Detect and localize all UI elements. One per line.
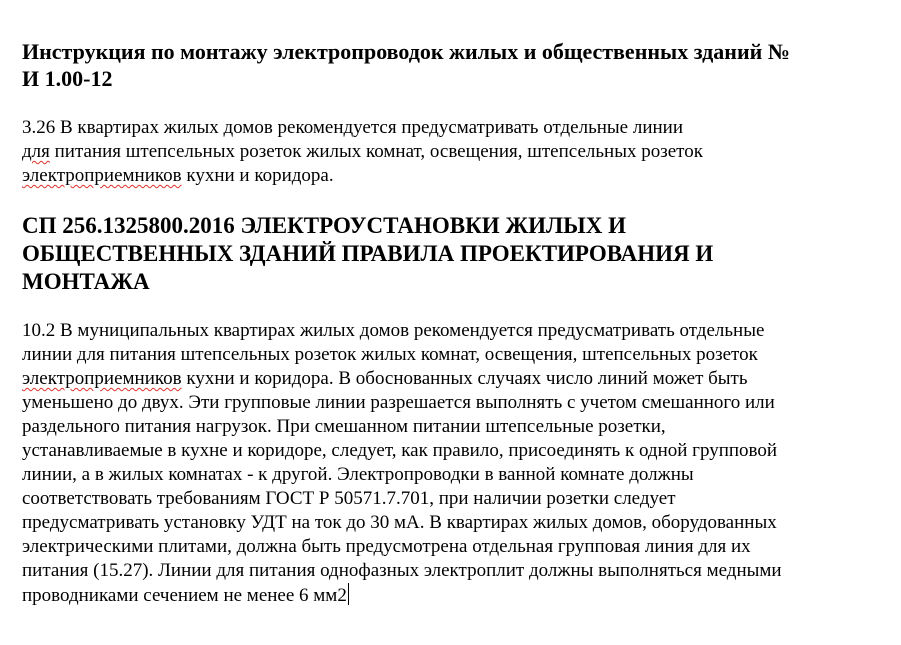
doc1-para-line-2: [22, 140, 892, 164]
doc2-para-line-9: предусматривать установку УДТ на ток до 30 мА. В квартирах жилых домов, оборудованных: [22, 512, 777, 533]
doc1-para-line-1: 3.26 В квартирах жилых домов рекомендуется предусматривать отдельные линии: [22, 117, 684, 138]
doc2-para-line-12: [22, 583, 892, 608]
doc1-title-line-2: И 1.00-12: [22, 66, 113, 91]
doc2-para-line-1: 10.2 В муниципальных квартирах жилых домов рекомендуется предусматривать отдельные: [22, 320, 765, 341]
doc2-para-line-4: уменьшено до двух. Эти групповые линии разрешается выполнять с учетом смешанного или: [22, 392, 775, 413]
doc2-para-line-8: соответствовать требованиям ГОСТ Р 50571.7.701, при наличии розетки следует: [22, 488, 676, 509]
spelling-flag-word[interactable]: электроприемников: [22, 165, 182, 186]
doc2-title-line-1: СП 256.1325800.2016 ЭЛЕКТРОУСТАНОВКИ ЖИЛЫХ И: [22, 213, 626, 238]
doc2-para-line-10: электрическими плитами, должна быть предусмотрена отдельная групповая линия для их: [22, 536, 751, 557]
doc1-title-line-1: Инструкция по монтажу электропроводок жилых и общественных зданий №: [22, 39, 790, 64]
doc2-para-line-7: линии, а в жилых комнатах - к другой. Электропроводки в ванной комнате должны: [22, 464, 694, 485]
doc1-paragraph[interactable]: [22, 116, 892, 188]
spelling-flag-word[interactable]: электроприемников: [22, 368, 182, 389]
doc2-para-line-3: [22, 367, 892, 391]
doc2-paragraph[interactable]: [22, 319, 892, 608]
doc1-para-line-3: [22, 164, 892, 188]
doc2-title: [22, 212, 892, 296]
spelling-flag-word[interactable]: для: [22, 141, 50, 162]
doc1-para-line-2-rest: питания штепсельных розеток жилых комнат, освещения, штепсельных розеток: [49, 141, 703, 162]
doc2-para-line-11: питания (15.27). Линии для питания однофазных электроплит должны выполняться медными: [22, 560, 782, 581]
text-cursor: [348, 583, 349, 605]
doc2-para-line-5: раздельного питания нагрузок. При смешанном питании штепсельные розетки,: [22, 416, 666, 437]
doc2-title-line-3: МОНТАЖА: [22, 269, 150, 294]
doc2-para-line-2: линии для питания штепсельных розеток жилых комнат, освещения, штепсельных розеток: [22, 344, 758, 365]
doc1-para-line-3-rest: кухни и коридора.: [181, 165, 334, 186]
doc2-para-line-3-rest: кухни и коридора. В обоснованных случаях число линий может быть: [181, 368, 748, 389]
doc2-title-line-2: ОБЩЕСТВЕННЫХ ЗДАНИЙ ПРАВИЛА ПРОЕКТИРОВАНИЯ И: [22, 241, 714, 266]
doc2-para-line-12-text: проводниками сечением не менее 6 мм2: [22, 585, 347, 606]
doc2-para-line-6: устанавливаемые в кухне и коридоре, следует, как правило, присоединять к одной групповой: [22, 440, 778, 461]
doc1-title: [22, 38, 892, 92]
